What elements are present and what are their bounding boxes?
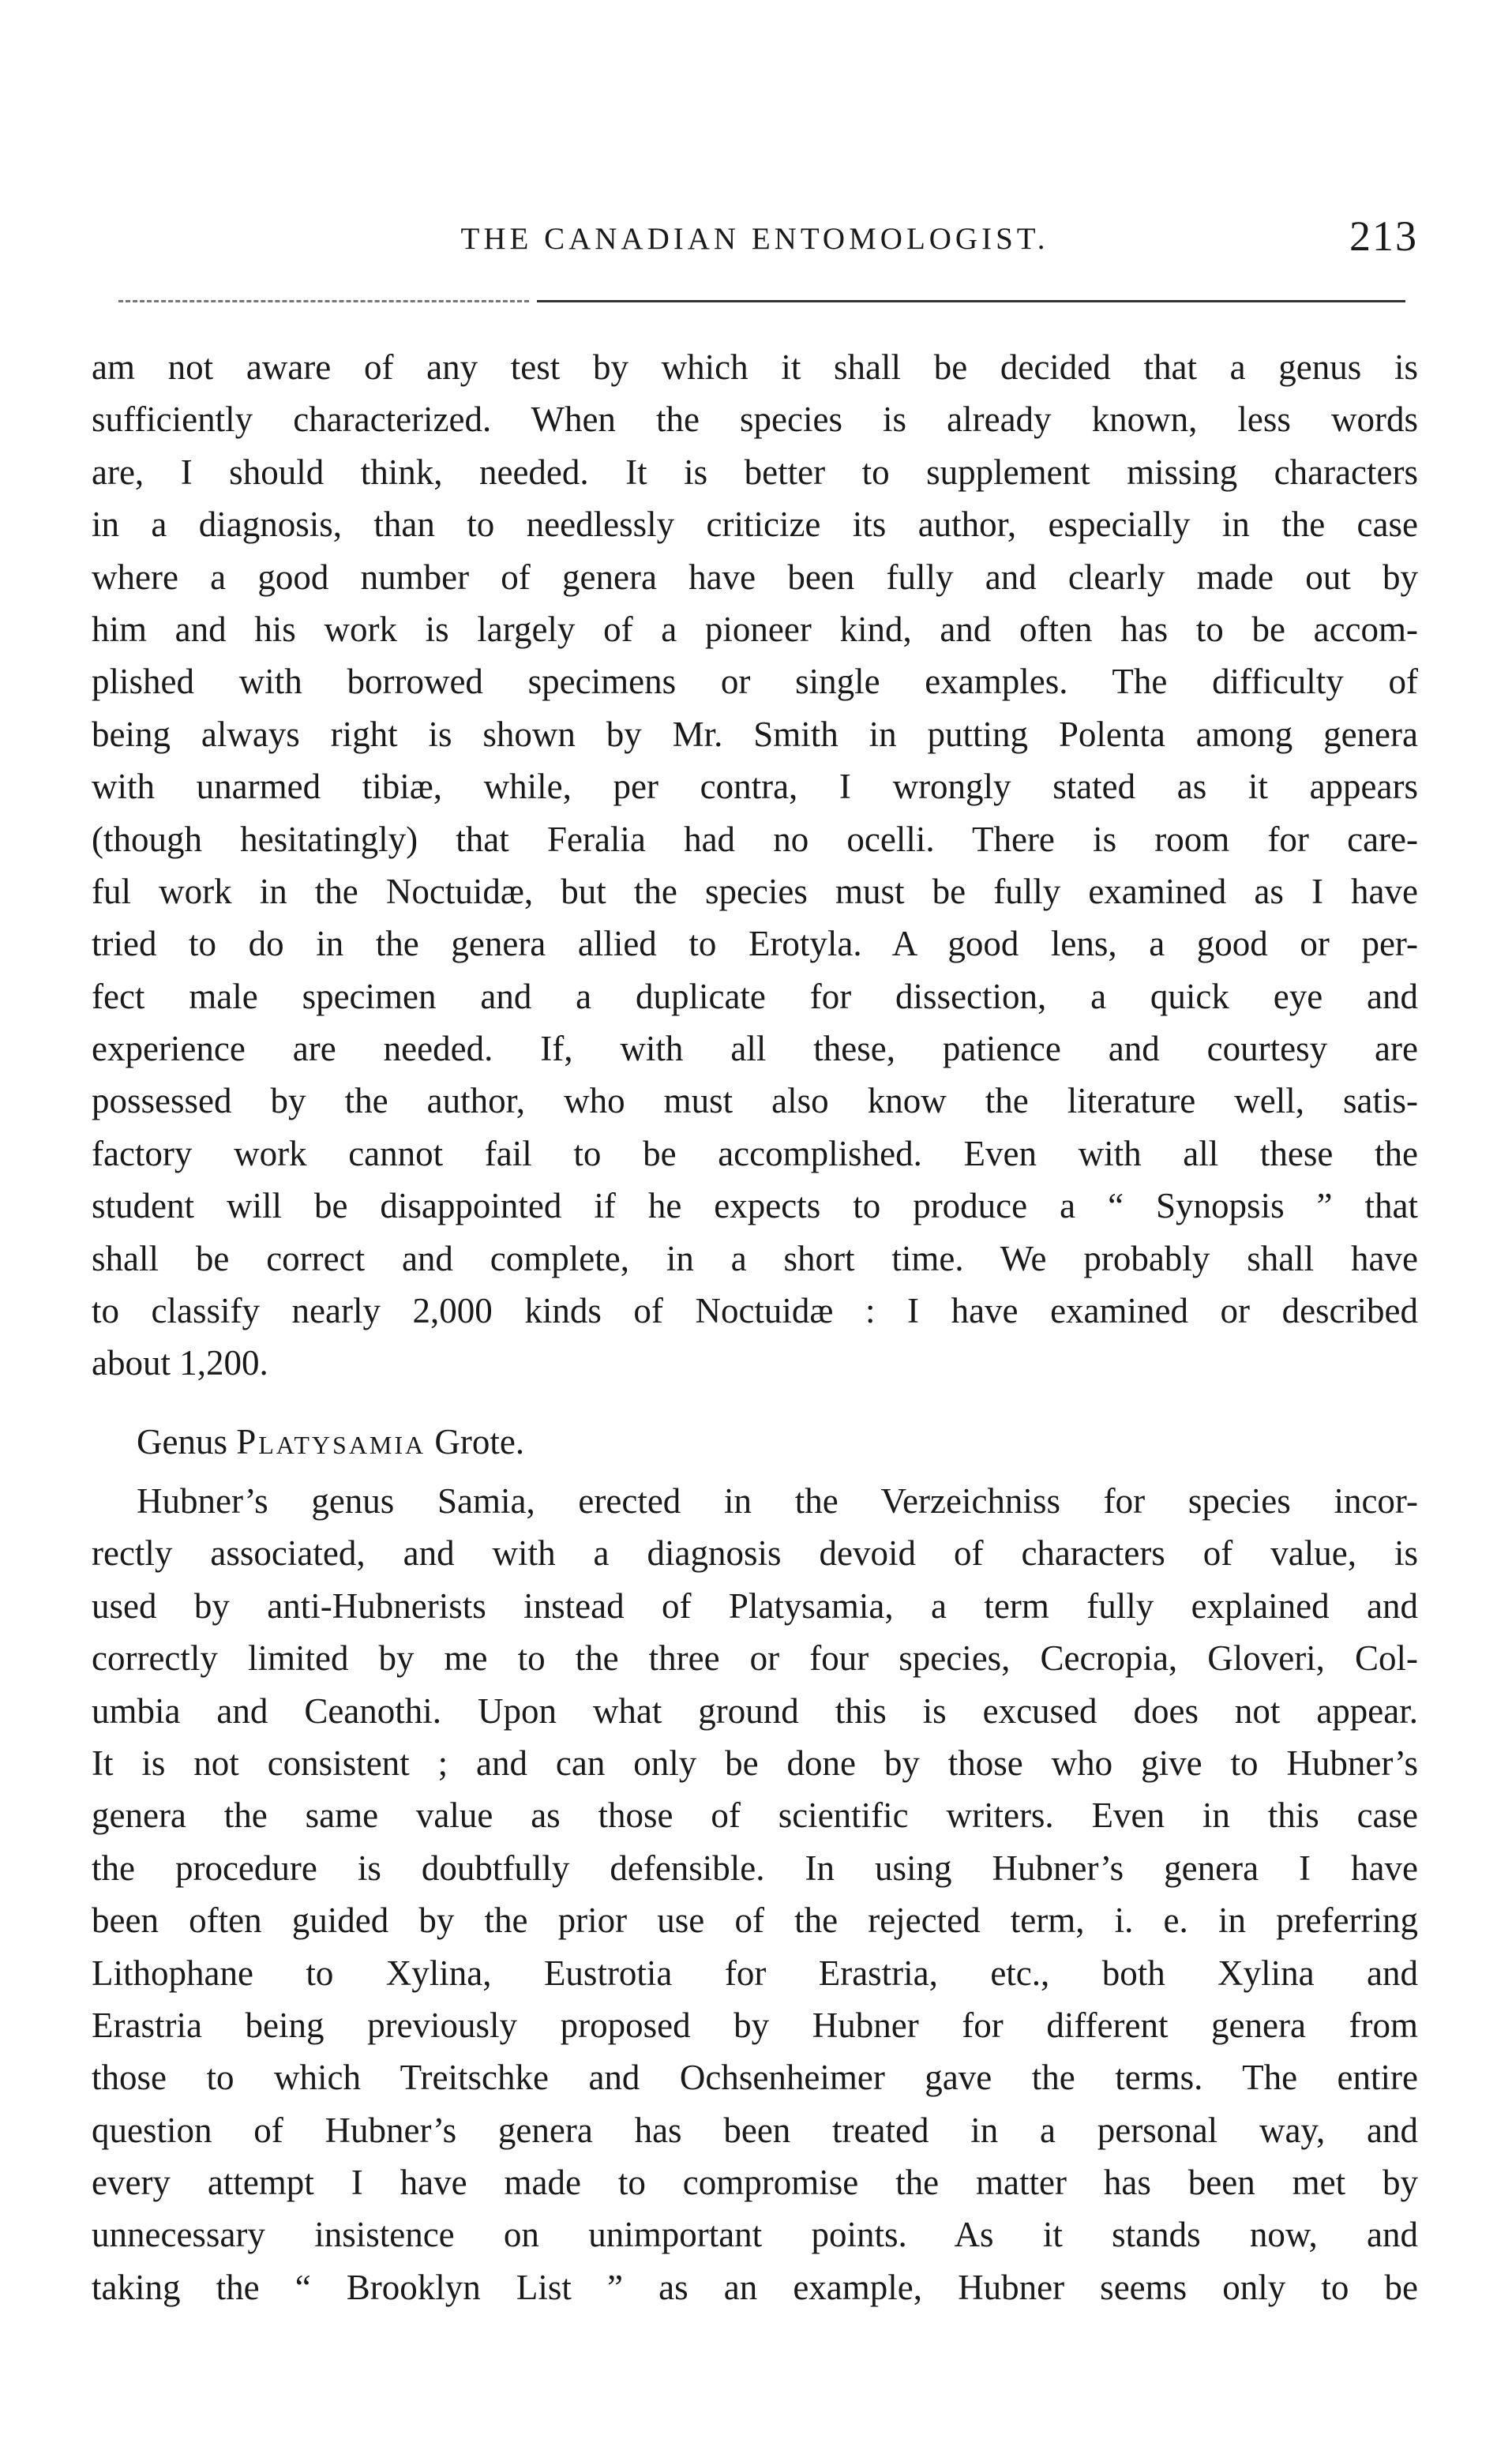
- text-line: him and his work is largely of a pioneer kind, and often has to be accom-: [92, 609, 1418, 649]
- text-line: shall be correct and complete, in a short time. We probably shall have: [92, 1238, 1418, 1278]
- text-line: about 1,200.: [92, 1343, 268, 1383]
- text-line: correctly limited by me to the three or four species, Cecropia, Gloveri, Col-: [92, 1638, 1418, 1679]
- text-line: fect male specimen and a duplicate for dissection, a quick eye and: [92, 976, 1418, 1016]
- header-rule: [537, 300, 1405, 302]
- text-line: are, I should think, needed. It is better to supplement missing characters: [92, 452, 1418, 492]
- text-line: possessed by the author, who must also know the literature well, satis-: [92, 1081, 1418, 1121]
- text-line: Lithophane to Xylina, Eustrotia for Erastria, etc., both Xylina and: [92, 1953, 1418, 1993]
- text-line: factory work cannot fail to be accomplished. Even with all these the: [92, 1133, 1418, 1173]
- text-line: with unarmed tibiæ, while, per contra, I wrongly stated as it appears: [92, 767, 1418, 807]
- text-line: unnecessary insistence on unimportant points. As it stands now, and: [92, 2215, 1418, 2255]
- text-line: taking the “ Brooklyn List ” as an example, Hubner seems only to be: [92, 2267, 1418, 2307]
- text-line: been often guided by the prior use of the rejected term, i. e. in preferring: [92, 1901, 1418, 1941]
- text-line: being always right is shown by Mr. Smith in putting Polenta among genera: [92, 714, 1418, 754]
- text-line: am not aware of any test by which it shall be decided that a genus is: [92, 347, 1418, 387]
- text-line: (though hesitatingly) that Feralia had no ocelli. There is room for care-: [92, 819, 1418, 859]
- page-number: 213: [1349, 212, 1418, 260]
- text-line: Hubner’s genus Samia, erected in the Verzeichniss for species incor-: [137, 1481, 1418, 1521]
- text-line: plished with borrowed specimens or single examples. The difficulty of: [92, 662, 1418, 702]
- text-line: every attempt I have made to compromise the matter has been met by: [92, 2163, 1418, 2203]
- paragraph-2: [92, 1475, 1418, 2313]
- text-line: ful work in the Noctuidæ, but the species must be fully examined as I have: [92, 871, 1418, 911]
- running-title: THE CANADIAN ENTOMOLOGIST.: [460, 222, 1049, 256]
- paragraph-1: [92, 341, 1418, 1390]
- text-line: the procedure is doubtfully defensible. In using Hubner’s genera I have: [92, 1848, 1418, 1888]
- text-line: umbia and Ceanothi. Upon what ground this is excused does not appear.: [92, 1690, 1418, 1731]
- text-line: student will be disappointed if he expects to produce a “ Synopsis ” that: [92, 1186, 1418, 1226]
- genus-heading-author: Grote.: [434, 1422, 525, 1462]
- running-head: [92, 212, 1418, 275]
- text-line: tried to do in the genera allied to Erotyla. A good lens, a good or per-: [92, 924, 1418, 964]
- text-line: in a diagnosis, than to needlessly criticize its author, especially in the case: [92, 505, 1418, 545]
- genus-heading-name: Platysamia: [236, 1422, 426, 1462]
- header-rule-dashed: [118, 300, 529, 302]
- text-line: where a good number of genera have been fully and clearly made out by: [92, 557, 1418, 597]
- genus-heading: [137, 1421, 524, 1462]
- text-line: Erastria being previously proposed by Hubner for different genera from: [92, 2005, 1418, 2045]
- genus-heading-prefix: Genus: [137, 1422, 227, 1462]
- text-line: to classify nearly 2,000 kinds of Noctuidæ : I have examined or described: [92, 1291, 1418, 1331]
- text-line: those to which Treitschke and Ochsenheimer gave the terms. The entire: [92, 2058, 1418, 2098]
- text-line: sufficiently characterized. When the species is already known, less words: [92, 400, 1418, 440]
- text-line: used by anti-Hubnerists instead of Platysamia, a term fully explained and: [92, 1585, 1418, 1626]
- text-line: It is not consistent ; and can only be done by those who give to Hubner’s: [92, 1743, 1418, 1783]
- text-line: genera the same value as those of scientific writers. Even in this case: [92, 1795, 1418, 1836]
- text-line: question of Hubner’s genera has been treated in a personal way, and: [92, 2110, 1418, 2150]
- text-line: experience are needed. If, with all these, patience and courtesy are: [92, 1029, 1418, 1069]
- text-line: rectly associated, and with a diagnosis devoid of characters of value, is: [92, 1533, 1418, 1574]
